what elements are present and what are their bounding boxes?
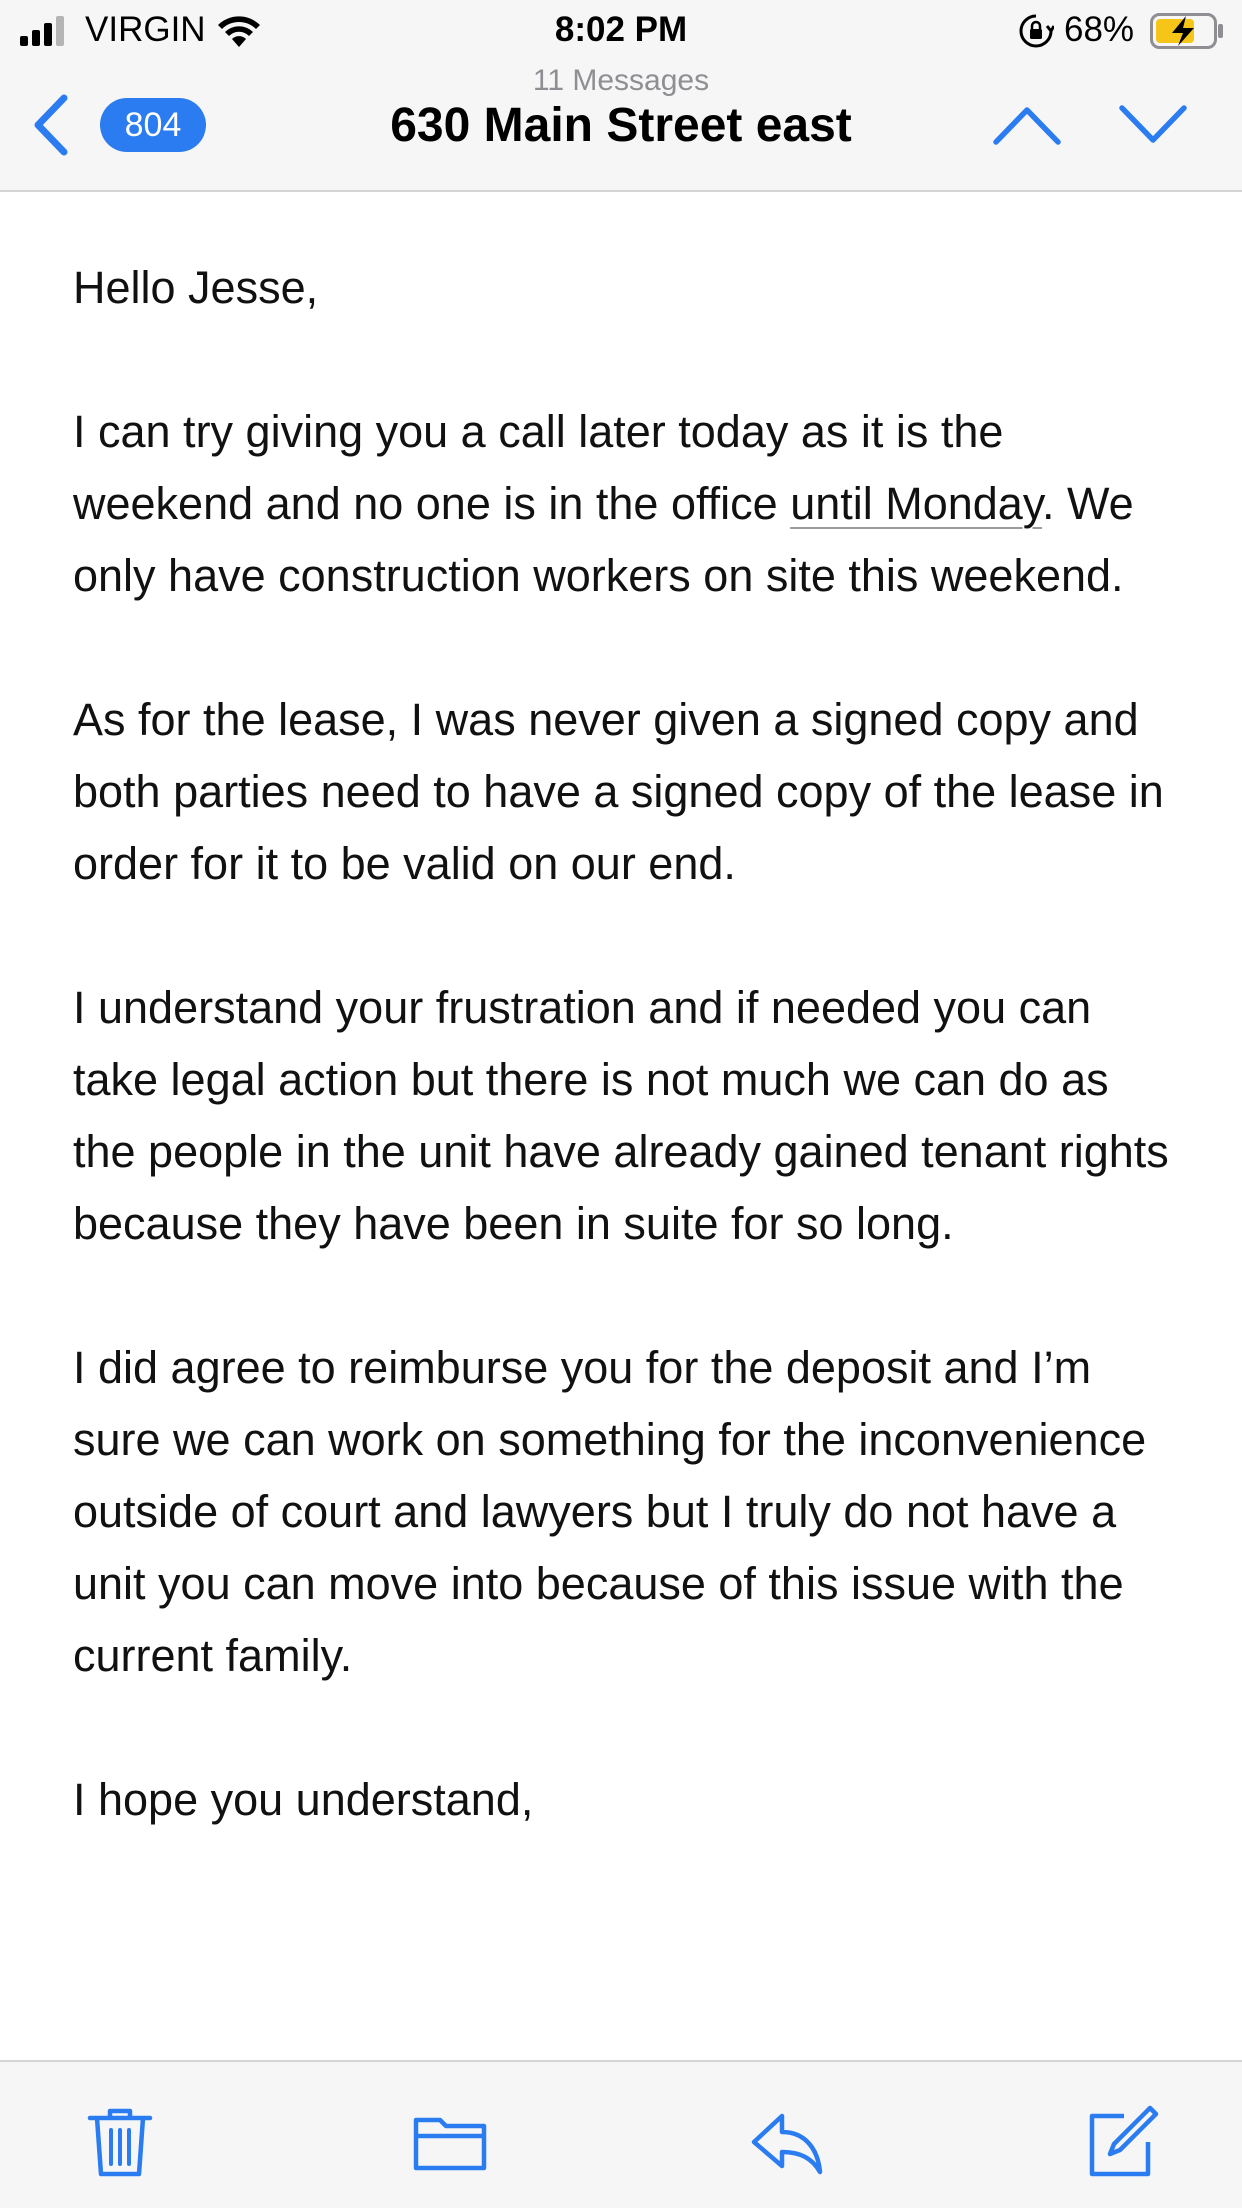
next-message-button[interactable] bbox=[1116, 102, 1190, 148]
status-time: 8:02 PM bbox=[554, 10, 688, 49]
compose-icon[interactable] bbox=[1084, 2104, 1160, 2180]
email-closing: I hope you understand, bbox=[73, 1774, 534, 1825]
email-text: I can try giving you a call later today as it is the weekend and no one is in the office bbox=[73, 406, 1004, 529]
email-paragraph: I understand your frustration and if needed you can take legal action but there is not much we can do as the people in the unit have already gained tenant rights because they have been in suite for so long. bbox=[73, 982, 1169, 1249]
wifi-icon bbox=[215, 13, 263, 49]
carrier-name: VIRGIN bbox=[85, 10, 206, 49]
email-paragraph: As for the lease, I was never given a signed copy and both parties need to have a signed copy of the lease in order for it to be valid on our end. bbox=[73, 694, 1164, 889]
email-greeting: Hello Jesse, bbox=[73, 262, 319, 313]
email-body bbox=[73, 252, 1183, 1908]
email-text: . We only have construction workers on site this weekend. bbox=[73, 478, 1134, 601]
date-detected-link[interactable]: until Monday bbox=[790, 478, 1042, 529]
chevron-down-icon bbox=[1116, 102, 1190, 148]
chevron-up-icon bbox=[990, 102, 1064, 148]
back-button[interactable] bbox=[28, 92, 78, 158]
top-chrome bbox=[0, 0, 1242, 192]
signal-icon bbox=[20, 16, 68, 46]
previous-message-button[interactable] bbox=[990, 102, 1064, 148]
trash-icon[interactable] bbox=[82, 2104, 158, 2180]
orientation-lock-icon bbox=[1018, 13, 1054, 49]
mailbox-count-badge[interactable]: 804 bbox=[100, 98, 206, 152]
status-bar bbox=[0, 0, 1242, 62]
battery-percent: 68% bbox=[1064, 10, 1135, 49]
email-paragraph bbox=[73, 396, 1183, 612]
email-paragraph: I did agree to reimburse you for the deposit and I’m sure we can work on something for the inconvenience outside of court and lawyers but I truly do not have a unit you can move into because of this issue with the current family. bbox=[73, 1342, 1147, 1681]
battery-icon bbox=[1150, 13, 1226, 49]
message-count: 11 Messages bbox=[532, 64, 710, 97]
thread-title: 630 Main Street east bbox=[390, 99, 852, 152]
reply-icon[interactable] bbox=[748, 2104, 824, 2180]
bottom-toolbar bbox=[0, 2060, 1242, 2208]
nav-bar bbox=[0, 62, 1242, 190]
folder-icon[interactable] bbox=[412, 2104, 488, 2180]
